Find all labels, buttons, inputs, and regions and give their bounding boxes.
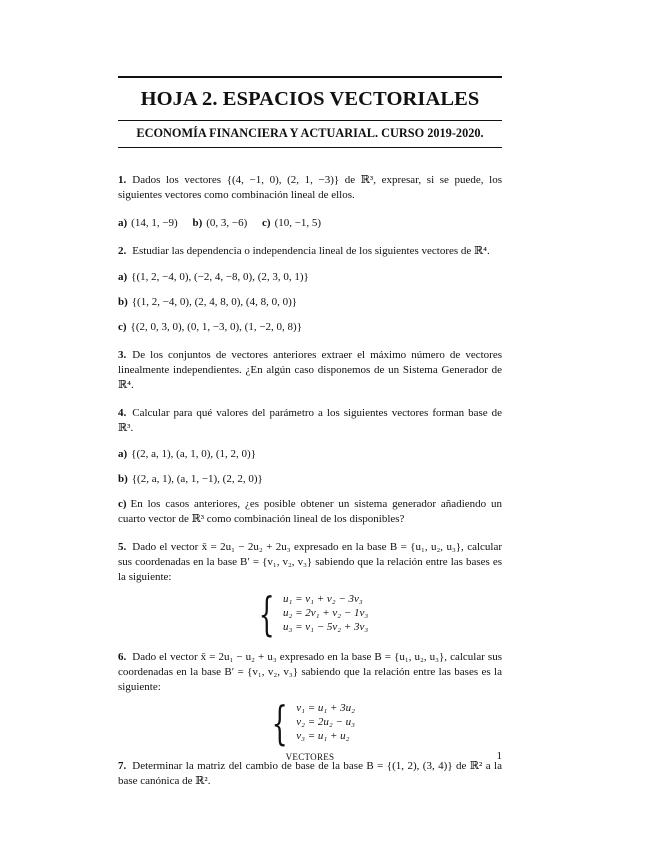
- item-value: {(1, 2, −4, 0), (−2, 4, −8, 0), (2, 3, 0, 1)}: [131, 270, 309, 283]
- page-title: HOJA 2. ESPACIOS VECTORIALES: [140, 88, 480, 110]
- exercise-4-item-c: [118, 497, 502, 527]
- item-value: En los casos anteriores, ¿es posible obtener un sistema generador añadiendo un cuarto vector de ℝ³ como combinación lineal de los disponibles?: [118, 497, 502, 525]
- exercise-text: Determinar la matriz del cambio de base de la base B = {(1, 2), (3, 4)} de ℝ² a la base canónica de ℝ².: [118, 760, 502, 788]
- equation-system-5: [118, 586, 502, 641]
- exercise-text: De los conjuntos de vectores anteriores extraer el máximo número de vectores linealmente independientes. ¿En algún caso disponemos de un Sistema Generador de ℝ⁴.: [118, 348, 502, 392]
- exercise-text: Estudiar las dependencia o independencia lineal de los siguientes vectores de ℝ⁴.: [132, 245, 490, 258]
- exercise-number: 5.: [118, 541, 127, 554]
- item-label: a): [118, 217, 128, 230]
- exercise-1-items: [118, 216, 502, 231]
- exercise-number: 6.: [118, 650, 127, 663]
- equation-2: u₂ = 2v₁ + v₂ − 1v₃: [283, 606, 369, 619]
- exercise-7: [118, 759, 502, 789]
- exercise-text: Dados los vectores {(4, −1, 0), (2, 1, −3)} de ℝ³, expresar, si se puede, los siguientes vectores como combinación lineal de ellos.: [118, 174, 502, 202]
- equation-1: u₁ = v₁ + v₂ − 3v₃: [283, 592, 363, 605]
- item-value: {(2, 0, 3, 0), (0, 1, −3, 0), (1, −2, 0, 8)}: [130, 320, 302, 333]
- exercise-text: Calcular para qué valores del parámetro a los siguientes vectores forman base de ℝ³.: [118, 407, 502, 435]
- exercise-2-item-c: [118, 320, 502, 335]
- item-label: b): [118, 295, 128, 308]
- footer-title: VECTORES: [285, 752, 335, 762]
- page-subtitle: ECONOMÍA FINANCIERA Y ACTUARIAL. CURSO 2019-2020.: [136, 126, 484, 140]
- item-value: {(2, a, 1), (a, 1, 0), (1, 2, 0)}: [131, 447, 256, 460]
- item-b: (0, 3, −6): [206, 217, 248, 230]
- item-label: c): [118, 497, 127, 510]
- title-rule: [118, 120, 502, 121]
- item-label: c): [118, 320, 127, 333]
- exercise-number: 3.: [118, 348, 127, 361]
- exercise-3: [118, 348, 502, 394]
- equation-1: v₁ = u₁ + 3u₂: [296, 702, 355, 715]
- item-label: b): [118, 472, 128, 485]
- item-label: a): [118, 447, 128, 460]
- exercise-number: 1.: [118, 174, 127, 186]
- exercise-number: 4.: [118, 407, 127, 420]
- equation-2: v₂ = 2u₂ − u₃: [296, 716, 355, 729]
- exercise-number: 7.: [118, 760, 127, 773]
- item-c: (10, −1, 5): [274, 217, 322, 230]
- document-page: [118, 76, 502, 790]
- exercise-2-item-b: [118, 295, 502, 310]
- top-rule: [118, 76, 502, 78]
- exercise-2: [118, 244, 502, 259]
- exercise-6: [118, 650, 502, 696]
- equation-3: v₃ = u₁ + u₂: [296, 730, 350, 743]
- exercise-4-item-a: [118, 447, 502, 462]
- exercise-4-item-b: [118, 472, 502, 487]
- exercise-number: 2.: [118, 245, 127, 258]
- left-brace: {: [258, 586, 275, 641]
- item-label: c): [262, 217, 271, 230]
- item-label: b): [192, 217, 203, 230]
- exercise-text: Dado el vector x̄ = 2u₁ − u₂ + u₃ expresado en la base B = {u₁, u₂, u₃}, calcular sus coordenadas en la base B′ = {v₁, v₂, v₃} sabiendo que la relación entre las bases es la siguiente:: [118, 650, 502, 694]
- equation-system-6: [118, 696, 502, 751]
- exercise-5: [118, 540, 502, 586]
- exercise-1: [118, 173, 502, 203]
- item-a: (14, 1, −9): [131, 217, 178, 230]
- left-brace: {: [271, 696, 288, 751]
- exercise-text: Dado el vector x̄ = 2u₁ − 2u₂ + 2u₃ expresado en la base B = {u₁, u₂, u₃}, calcular sus coordenadas en la base B′ = {v₁, v₂, v₃} sabiendo que la relación entre las bases es la siguiente:: [118, 541, 502, 584]
- item-value: {(1, 2, −4, 0), (2, 4, 8, 0), (4, 8, 0, 0)}: [131, 295, 298, 308]
- page-number: 1: [496, 750, 502, 762]
- item-label: a): [118, 270, 128, 283]
- exercise-4: [118, 406, 502, 436]
- exercise-2-item-a: [118, 270, 502, 285]
- item-value: {(2, a, 1), (a, 1, −1), (2, 2, 0)}: [131, 472, 263, 485]
- equation-3: u₃ = v₁ − 5v₂ + 3v₃: [283, 620, 369, 633]
